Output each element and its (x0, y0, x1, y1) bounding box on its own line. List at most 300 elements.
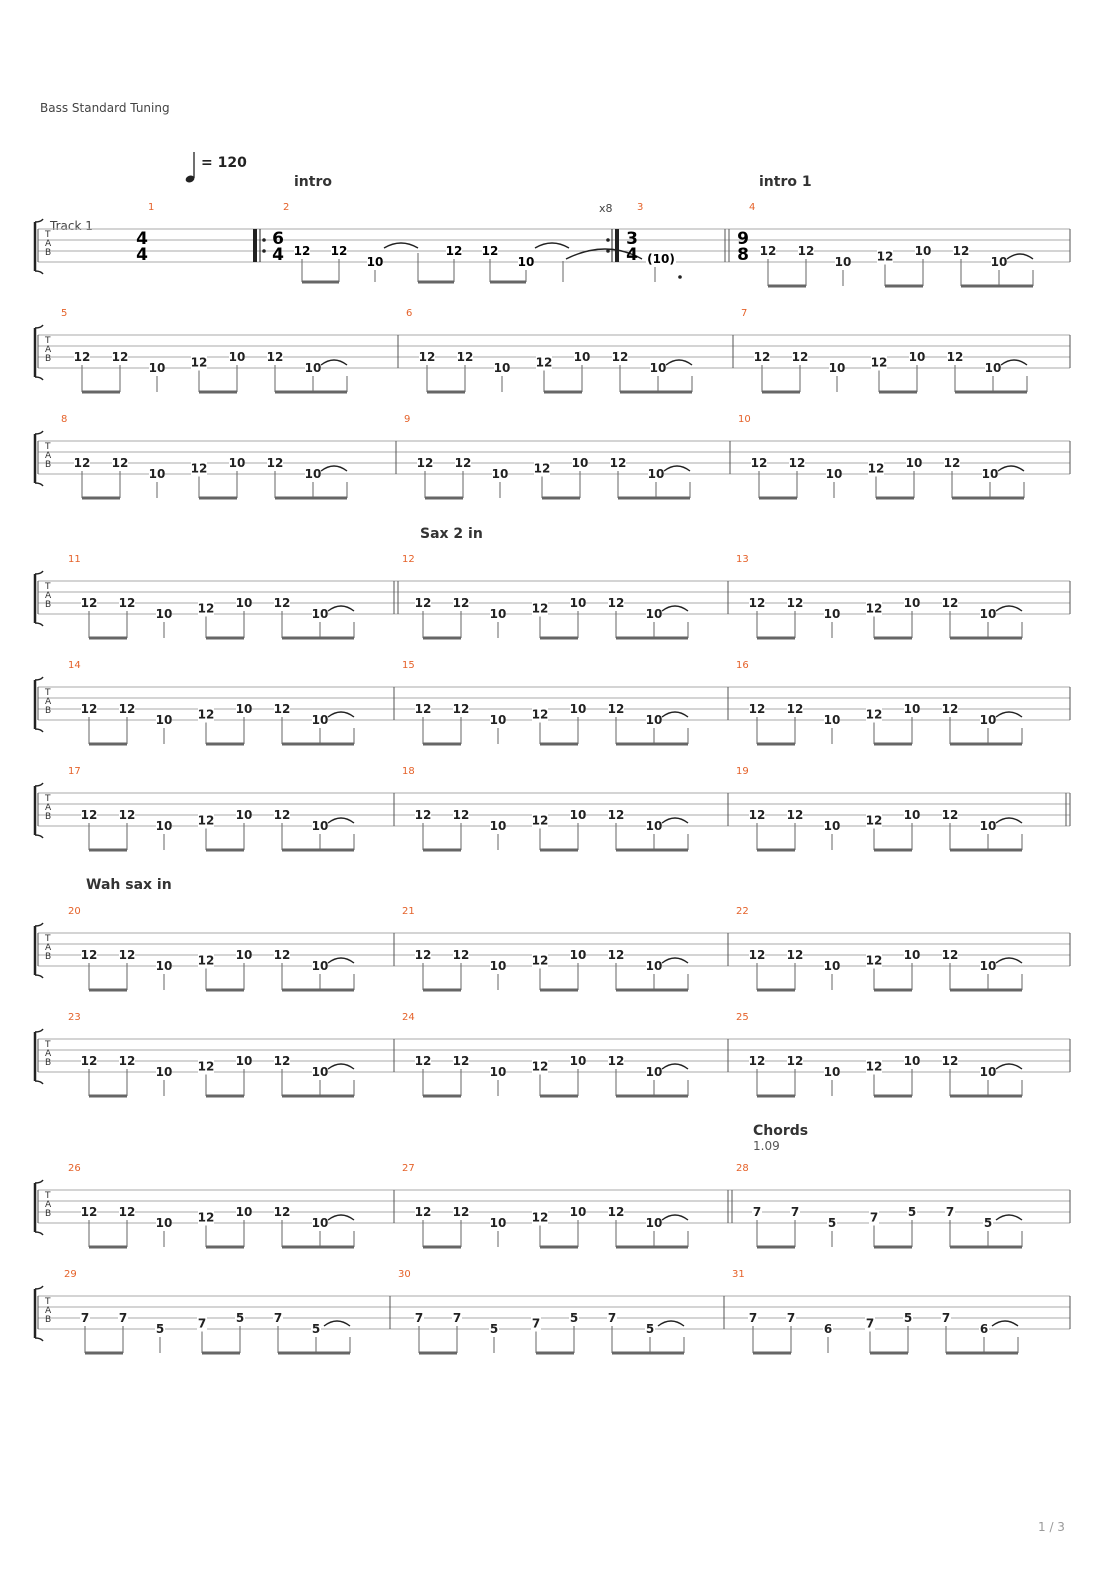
fret-number: 10 (311, 959, 329, 973)
tie-arc (662, 712, 688, 717)
measure-number: 29 (64, 1269, 77, 1280)
fret-number: 12 (748, 808, 766, 822)
fret-number: 7 (752, 1205, 762, 1219)
fret-number: 12 (865, 601, 883, 616)
fret-number: 10 (903, 1054, 921, 1068)
fret-number: 10 (235, 808, 253, 822)
fret-number: 10 (489, 607, 507, 621)
tab-clef-letter: B (45, 600, 52, 610)
fret-number: 10 (148, 361, 166, 375)
fret-number: 12 (118, 808, 136, 822)
fret-number: 12 (750, 456, 768, 470)
fret-number: 10 (569, 596, 587, 610)
tie-arc (662, 606, 688, 611)
tab-clef-letter: A (45, 239, 52, 249)
tie-arc (328, 958, 354, 963)
fret-number: 10 (155, 959, 173, 973)
fret-number: 12 (414, 1054, 432, 1068)
fret-number: 10 (573, 350, 591, 364)
fret-number: 10 (645, 1216, 663, 1230)
measure-number: 23 (68, 1012, 81, 1023)
fret-number: 5 (827, 1216, 837, 1230)
measure-number: 20 (68, 906, 81, 917)
time-sig-den: 4 (136, 245, 148, 265)
fret-number: 12 (946, 350, 964, 364)
fret-number: 7 (80, 1311, 90, 1325)
fret-number: 10 (569, 1054, 587, 1068)
fret-number: 10 (228, 350, 246, 364)
tie-arc (996, 958, 1022, 963)
fret-number: 10 (155, 713, 173, 727)
fret-number: 12 (273, 1205, 291, 1219)
tie-arc (996, 606, 1022, 611)
tab-clef-letter: A (45, 591, 52, 601)
fret-number: 12 (197, 813, 215, 828)
fret-number: 10 (645, 819, 663, 833)
fret-number: 10 (155, 1216, 173, 1230)
time-sig-den: 4 (626, 245, 638, 265)
section-wah-sax-in: Wah sax in (86, 877, 172, 893)
fret-number: 12 (941, 948, 959, 962)
tab-clef-letter: T (45, 442, 51, 452)
measure-number: 18 (402, 766, 415, 777)
fret-number: 10 (489, 1065, 507, 1079)
fret-number: 12 (273, 1054, 291, 1068)
time-sig-num: 6 (272, 229, 284, 249)
fret-number: 10 (311, 819, 329, 833)
fret-number: 7 (786, 1311, 796, 1325)
fret-number: 12 (797, 244, 815, 258)
tab-clef-letter: B (45, 952, 52, 962)
repeat-count: x8 (599, 202, 613, 215)
fret-number: 10 (979, 1065, 997, 1079)
tab-clef-letter: B (45, 706, 52, 716)
fret-number: 12 (531, 1059, 549, 1074)
fret-number: 10 (834, 255, 852, 269)
fret-number: 12 (118, 948, 136, 962)
fret-number: 12 (759, 244, 777, 258)
fret-number: 12 (941, 808, 959, 822)
fret-number: 12 (865, 1059, 883, 1074)
fret-number: 10 (311, 713, 329, 727)
fret-number: 10 (905, 456, 923, 470)
time-sig-den: 8 (737, 245, 749, 265)
measure-number: 4 (749, 202, 756, 213)
fret-number: 12 (481, 244, 499, 258)
fret-number: 5 (569, 1311, 579, 1325)
fret-number: 10 (491, 467, 509, 481)
fret-number: 10 (155, 607, 173, 621)
measure-number: 17 (68, 766, 81, 777)
fret-number: 10 (235, 1205, 253, 1219)
fret-number: 12 (273, 808, 291, 822)
time-sig-den: 4 (272, 245, 284, 265)
fret-number: 10 (645, 607, 663, 621)
fret-number: 12 (414, 808, 432, 822)
tab-clef-letter: B (45, 1315, 52, 1325)
repeat-dot (606, 249, 610, 253)
fret-number: 12 (941, 1054, 959, 1068)
fret-number: 7 (118, 1311, 128, 1325)
fret-number: 10 (823, 819, 841, 833)
tab-clef-letter: T (45, 336, 51, 346)
fret-number: 12 (330, 244, 348, 258)
fret-number: 12 (118, 1205, 136, 1219)
fret-number: 12 (748, 702, 766, 716)
section-intro: intro (294, 174, 332, 190)
tie-arc (328, 1064, 354, 1069)
tie-arc (658, 1321, 684, 1326)
tie-arc (321, 466, 347, 471)
measure-number: 7 (741, 308, 748, 319)
fret-number: 10 (823, 1065, 841, 1079)
fret-number: 10 (823, 713, 841, 727)
fret-number: 10 (903, 808, 921, 822)
fret-number: 12 (607, 948, 625, 962)
fret-number: 12 (416, 456, 434, 470)
fret-number: 10 (979, 959, 997, 973)
fret-number: 10 (647, 467, 665, 481)
fret-number: 12 (531, 601, 549, 616)
fret-number: 10 (908, 350, 926, 364)
fret-number: 12 (293, 244, 311, 258)
measure-number: 16 (736, 660, 749, 671)
fret-number: 12 (73, 350, 91, 364)
fret-number: 12 (941, 596, 959, 610)
tie-arc (996, 818, 1022, 823)
fret-number: 10 (979, 713, 997, 727)
tempo-value: = 120 (201, 155, 247, 171)
fret-number: 12 (531, 1210, 549, 1225)
tab-clef-letter: A (45, 1049, 52, 1059)
fret-number: 10 (155, 1065, 173, 1079)
fret-number: 12 (118, 702, 136, 716)
fret-number: 10 (823, 607, 841, 621)
fret-number: 10 (914, 244, 932, 258)
fret-number: 10 (903, 948, 921, 962)
tie-arc (996, 1064, 1022, 1069)
fret-number: 12 (80, 1054, 98, 1068)
tab-clef-letter: B (45, 812, 52, 822)
fret-number: 12 (456, 350, 474, 364)
fret-number: 12 (452, 808, 470, 822)
section-chords: Chords (753, 1123, 809, 1139)
measure-number: 15 (402, 660, 415, 671)
fret-number: 10 (979, 819, 997, 833)
fret-number: 10 (235, 1054, 253, 1068)
tab-clef-letter: B (45, 460, 52, 470)
fret-number: 10 (645, 713, 663, 727)
fret-number: 7 (414, 1311, 424, 1325)
fret-number: 12 (865, 813, 883, 828)
fret-number: 10 (569, 702, 587, 716)
tie-arc (321, 360, 347, 365)
tie-arc (328, 1215, 354, 1220)
tie-arc (324, 1321, 350, 1326)
measure-number: 6 (406, 308, 413, 319)
fret-number: 12 (418, 350, 436, 364)
tie-arc (662, 818, 688, 823)
fret-number: 12 (80, 702, 98, 716)
fret-number: 7 (869, 1210, 879, 1225)
repeat-dot (606, 238, 610, 242)
fret-number: 10 (489, 819, 507, 833)
fret-number: 12 (452, 596, 470, 610)
tie-arc (662, 1064, 688, 1069)
fret-number: 12 (531, 707, 549, 722)
measure-number: 9 (404, 414, 411, 425)
fret-number: 12 (748, 948, 766, 962)
measure-number: 28 (736, 1163, 749, 1174)
fret-number: 12 (197, 1210, 215, 1225)
fret-number: 12 (788, 456, 806, 470)
fret-number: 12 (452, 1054, 470, 1068)
fret-number: 10 (155, 819, 173, 833)
fret-number: 12 (266, 350, 284, 364)
fret-number: 7 (452, 1311, 462, 1325)
fret-number: 12 (748, 596, 766, 610)
fret-number: 10 (645, 959, 663, 973)
time-sig-num: 4 (136, 229, 148, 249)
tie-arc (1007, 254, 1033, 259)
tab-clef-letter: B (45, 248, 52, 258)
fret-number: 12 (791, 350, 809, 364)
tab-clef-letter: B (45, 354, 52, 364)
fret-number: 5 (311, 1322, 321, 1336)
fret-number: 12 (531, 813, 549, 828)
fret-number: 10 (649, 361, 667, 375)
fret-number: 12 (786, 596, 804, 610)
tab-clef-letter: A (45, 451, 52, 461)
fret-number: 6 (979, 1322, 989, 1336)
measure-number: 31 (732, 1269, 745, 1280)
fret-number: 12 (941, 702, 959, 716)
fret-number: 12 (454, 456, 472, 470)
fret-number: 10 (489, 713, 507, 727)
fret-number: 10 (903, 702, 921, 716)
fret-number: 7 (790, 1205, 800, 1219)
fret-number: 12 (80, 808, 98, 822)
tab-clef-letter: T (45, 1191, 51, 1201)
fret-number: 12 (80, 596, 98, 610)
fret-number: 5 (903, 1311, 913, 1325)
tie-arc (328, 712, 354, 717)
fret-number: 7 (941, 1311, 951, 1325)
fret-number: 12 (943, 456, 961, 470)
fret-number: 12 (118, 1054, 136, 1068)
fret-number: 6 (823, 1322, 833, 1336)
fret-number: 12 (452, 702, 470, 716)
fret-number: 12 (414, 596, 432, 610)
tab-clef-letter: T (45, 688, 51, 698)
section-chords-time: 1.09 (753, 1139, 780, 1153)
fret-number: 12 (952, 244, 970, 258)
tie-arc (998, 466, 1024, 471)
measure-number: 8 (61, 414, 68, 425)
fret-number: 12 (452, 948, 470, 962)
fret-number: 10 (489, 1216, 507, 1230)
fret-number: 12 (607, 808, 625, 822)
fret-number: 12 (607, 1205, 625, 1219)
tab-clef-letter: T (45, 582, 51, 592)
fret-number: 12 (786, 1054, 804, 1068)
tab-clef-letter: T (45, 1040, 51, 1050)
fret-number: 10 (235, 702, 253, 716)
tab-clef-letter: A (45, 697, 52, 707)
measure-number: 19 (736, 766, 749, 777)
tab-clef-letter: T (45, 794, 51, 804)
tie-arc (1001, 360, 1027, 365)
fret-number: 10 (311, 1216, 329, 1230)
fret-number: 12 (414, 948, 432, 962)
fret-number: 10 (228, 456, 246, 470)
fret-number: 10 (148, 467, 166, 481)
fret-number: 10 (569, 808, 587, 822)
measure-number: 10 (738, 414, 751, 425)
measure-number: 3 (637, 202, 644, 213)
measure-number: 25 (736, 1012, 749, 1023)
fret-number: 7 (945, 1205, 955, 1219)
fret-number: 10 (311, 607, 329, 621)
fret-number: 10 (366, 255, 384, 269)
fret-number: 12 (535, 355, 553, 370)
fret-number: 12 (607, 596, 625, 610)
fret-number: 12 (111, 456, 129, 470)
fret-number: 12 (867, 461, 885, 476)
fret-number: 12 (197, 1059, 215, 1074)
tab-clef-letter: T (45, 934, 51, 944)
measure-number: 26 (68, 1163, 81, 1174)
measure-number: 11 (68, 554, 81, 565)
fret-number: 10 (304, 467, 322, 481)
tie-arc (662, 958, 688, 963)
tie-arc (535, 243, 569, 248)
fret-number: 12 (190, 355, 208, 370)
fret-number: 12 (414, 702, 432, 716)
tie-arc (662, 1215, 688, 1220)
fret-number: 12 (786, 948, 804, 962)
fret-number: 12 (273, 948, 291, 962)
time-sig-num: 9 (737, 229, 749, 249)
measure-number: 24 (402, 1012, 415, 1023)
fret-number: 7 (865, 1316, 875, 1331)
fret-number: 10 (235, 596, 253, 610)
fret-number: 7 (531, 1316, 541, 1331)
fret-number: 10 (493, 361, 511, 375)
fret-number: 5 (907, 1205, 917, 1219)
measure-number: 13 (736, 554, 749, 565)
fret-number: 7 (607, 1311, 617, 1325)
fret-number: 12 (531, 953, 549, 968)
measure-number: 2 (283, 202, 290, 213)
fret-number: 12 (786, 808, 804, 822)
fret-number: 10 (903, 596, 921, 610)
fret-number: 12 (197, 953, 215, 968)
fret-number: 12 (452, 1205, 470, 1219)
fret-number: 12 (266, 456, 284, 470)
repeat-dot (262, 249, 266, 253)
tuning-label: Bass Standard Tuning (40, 101, 170, 115)
fret-number: 7 (197, 1316, 207, 1331)
fret-number: 12 (118, 596, 136, 610)
fret-number: (10) (647, 252, 675, 266)
fret-number: 12 (190, 461, 208, 476)
tab-clef-letter: T (45, 230, 51, 240)
tab-clef-letter: A (45, 345, 52, 355)
tab-clef-letter: A (45, 943, 52, 953)
tie-arc (992, 1321, 1018, 1326)
fret-number: 10 (981, 467, 999, 481)
fret-number: 7 (273, 1311, 283, 1325)
fret-number: 12 (609, 456, 627, 470)
fret-number: 12 (197, 601, 215, 616)
tab-clef-letter: T (45, 1297, 51, 1307)
fret-number: 10 (489, 959, 507, 973)
fret-number: 12 (786, 702, 804, 716)
page-number: 1 / 3 (1038, 1520, 1065, 1534)
fret-number: 5 (155, 1322, 165, 1336)
tie-arc (328, 818, 354, 823)
measure-number: 30 (398, 1269, 411, 1280)
fret-number: 12 (197, 707, 215, 722)
fret-number: 12 (607, 1054, 625, 1068)
fret-number: 7 (748, 1311, 758, 1325)
fret-number: 10 (823, 959, 841, 973)
fret-number: 12 (273, 596, 291, 610)
tie-arc (384, 243, 418, 248)
tab-clef-letter: B (45, 1058, 52, 1068)
fret-number: 10 (569, 1205, 587, 1219)
fret-number: 12 (533, 461, 551, 476)
tab-clef-letter: A (45, 1306, 52, 1316)
fret-number: 10 (571, 456, 589, 470)
fret-number: 12 (748, 1054, 766, 1068)
tie-arc (666, 360, 692, 365)
fret-number: 12 (753, 350, 771, 364)
dotted-note (678, 275, 682, 279)
measure-number: 21 (402, 906, 415, 917)
fret-number: 5 (489, 1322, 499, 1336)
fret-number: 12 (865, 707, 883, 722)
measure-number: 12 (402, 554, 415, 565)
fret-number: 12 (865, 953, 883, 968)
fret-number: 12 (870, 355, 888, 370)
fret-number: 5 (983, 1216, 993, 1230)
tie-arc (328, 606, 354, 611)
fret-number: 10 (517, 255, 535, 269)
fret-number: 12 (414, 1205, 432, 1219)
fret-number: 12 (111, 350, 129, 364)
fret-number: 12 (607, 702, 625, 716)
time-sig-num: 3 (626, 229, 638, 249)
tab-clef-letter: A (45, 803, 52, 813)
fret-number: 12 (80, 948, 98, 962)
fret-number: 10 (235, 948, 253, 962)
fret-number: 10 (979, 607, 997, 621)
fret-number: 12 (73, 456, 91, 470)
fret-number: 5 (235, 1311, 245, 1325)
tie-arc (996, 1215, 1022, 1220)
fret-number: 12 (80, 1205, 98, 1219)
fret-number: 10 (645, 1065, 663, 1079)
tie-arc (664, 466, 690, 471)
fret-number: 12 (445, 244, 463, 258)
fret-number: 12 (611, 350, 629, 364)
tab-clef-letter: B (45, 1209, 52, 1219)
measure-number: 22 (736, 906, 749, 917)
fret-number: 10 (569, 948, 587, 962)
track-name: Track 1 (50, 219, 93, 233)
